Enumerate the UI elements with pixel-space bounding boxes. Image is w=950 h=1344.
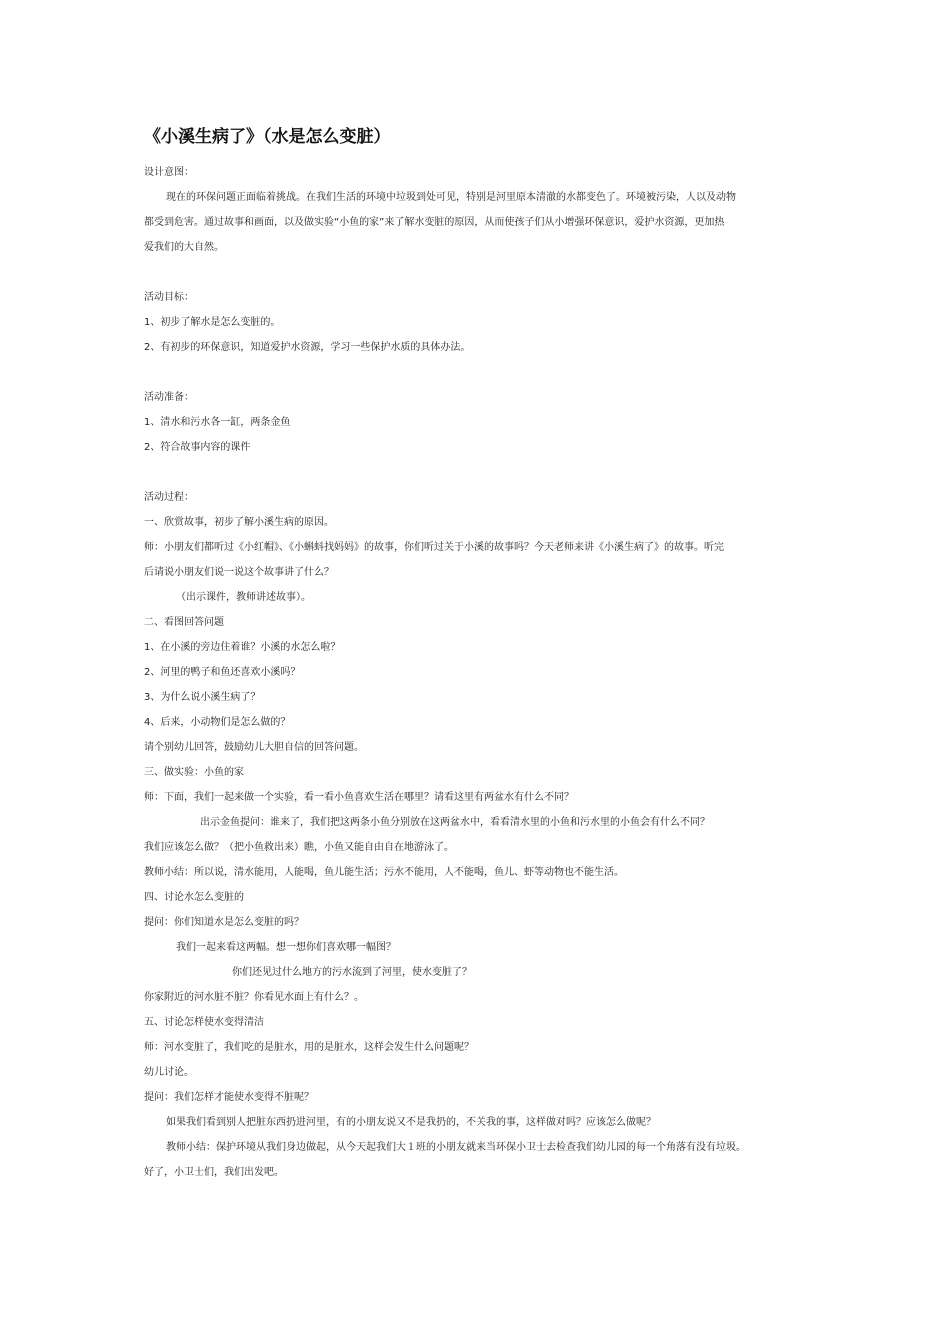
paragraph-line: （出示课件，教师讲述故事）。 (176, 592, 311, 603)
list-item: 3、为什么说小溪生病了？ (144, 692, 261, 703)
step-heading: 三、做实验：小鱼的家 (144, 767, 244, 778)
list-item: 2、符合故事内容的课件 (144, 442, 251, 453)
paragraph-line: 提问：我们怎样才能使水变得不脏呢？ (144, 1092, 314, 1103)
list-item: 2、有初步的环保意识，知道爱护水资源，学习一些保护水质的具体办法。 (144, 342, 471, 353)
paragraph-line: 师：小朋友们都听过《小红帽》、《小蝌蚪找妈妈》的故事，你们听过关于小溪的故事吗？今天老师来讲《小溪生病了》的故事。听完 (144, 542, 724, 553)
list-item: 1、初步了解水是怎么变脏的。 (144, 317, 281, 328)
paragraph-line: 爱我们的大自然。 (144, 242, 224, 253)
paragraph-line: 教师小结：所以说，清水能用，人能喝，鱼儿能生活；污水不能用，人不能喝，鱼儿、虾等动物也不能生活。 (144, 867, 624, 878)
section-heading-preparation: 活动准备： (144, 392, 194, 403)
document-body (144, 160, 816, 1185)
paragraph-line: 你家附近的河水脏不脏？你看见水面上有什么？。 (144, 992, 364, 1003)
paragraph-line: 后请说小朋友们说一说这个故事讲了什么？ (144, 567, 334, 578)
section-heading-design-intent: 设计意图： (144, 167, 194, 178)
paragraph-line: 如果我们看到别人把脏东西扔进河里，有的小朋友说又不是我扔的，不关我的事，这样做对吗？应该怎么做呢？ (166, 1117, 656, 1128)
step-heading: 二、看图回答问题 (144, 617, 224, 628)
paragraph-line: 我们一起来看这两幅。想一想你们喜欢哪一幅图？ (176, 942, 396, 953)
blank-line (144, 460, 816, 485)
list-item: 1、在小溪的旁边住着谁？小溪的水怎么啦？ (144, 642, 341, 653)
list-item: 2、河里的鸭子和鱼还喜欢小溪吗？ (144, 667, 301, 678)
paragraph-line: 幼儿讨论。 (144, 1067, 194, 1078)
step-heading: 四、讨论水怎么变脏的 (144, 892, 244, 903)
paragraph-line: 出示金鱼提问：谁来了，我们把这两条小鱼分别放在这两盆水中，看看清水里的小鱼和污水里的小鱼会有什么不同？ (200, 817, 710, 828)
paragraph-line: 现在的环保问题正面临着挑战。在我们生活的环境中垃圾到处可见，特别是河里原本清澈的水都变色了。环境被污染，人以及动物 (166, 192, 736, 203)
blank-line (144, 360, 816, 385)
paragraph-line: 师：下面，我们一起来做一个实验，看一看小鱼喜欢生活在哪里？请看这里有两盆水有什么不同？ (144, 792, 574, 803)
step-heading: 一、欣赏故事，初步了解小溪生病的原因。 (144, 517, 334, 528)
list-item: 1、清水和污水各一缸，两条金鱼 (144, 417, 291, 428)
section-heading-goals: 活动目标： (144, 292, 194, 303)
paragraph-line: 都受到危害。通过故事和画面，以及做实验“小鱼的家”来了解水变脏的原因，从而使孩子们从小增强环保意识，爱护水资源，更加热 (144, 217, 725, 228)
paragraph-line: 提问：你们知道水是怎么变脏的吗？ (144, 917, 304, 928)
paragraph-line: 好了，小卫士们，我们出发吧。 (144, 1167, 284, 1178)
section-heading-process: 活动过程： (144, 492, 194, 503)
paragraph-line: 你们还见过什么地方的污水流到了河里，使水变脏了？ (232, 967, 472, 978)
paragraph-line: 我们应该怎么做？（把小鱼救出来）瞧，小鱼又能自由自在地游泳了。 (144, 842, 454, 853)
paragraph-line: 师：河水变脏了，我们吃的是脏水，用的是脏水，这样会发生什么问题呢？ (144, 1042, 474, 1053)
paragraph-line: 教师小结：保护环境从我们身边做起，从今天起我们大１班的小朋友就来当环保小卫士去检查我们幼儿园的每一个角落有没有垃圾。 (166, 1142, 746, 1153)
document-title: 《小溪生病了》（水是怎么变脏） (144, 127, 391, 147)
paragraph-line: 请个别幼儿回答，鼓励幼儿大胆自信的回答问题。 (144, 742, 364, 753)
blank-line (144, 260, 816, 285)
list-item: 4、后来，小动物们是怎么做的？ (144, 717, 291, 728)
step-heading: 五、讨论怎样使水变得清洁 (144, 1017, 264, 1028)
